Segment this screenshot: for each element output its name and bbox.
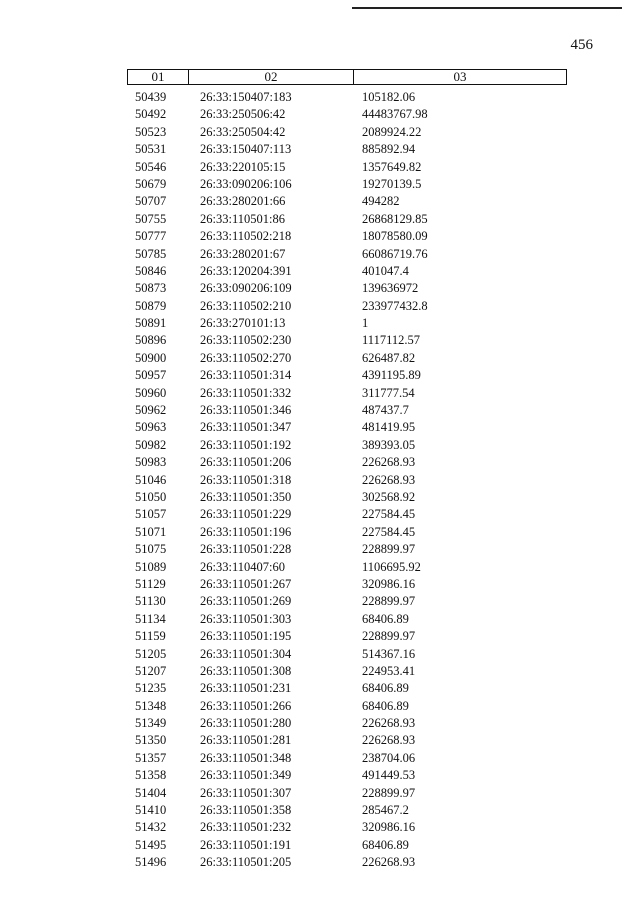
table-cell-col-01: 51159 (135, 629, 166, 644)
table-cell-col-03: 285467.2 (362, 803, 409, 818)
table-cell-col-01: 50982 (135, 437, 167, 452)
table-cell-col-02: 26:33:110501:350 (200, 489, 292, 504)
table-cell-col-01: 51130 (135, 594, 166, 609)
table-row (127, 646, 567, 663)
table-row (127, 593, 567, 610)
table-cell-col-02: 26:33:110501:205 (200, 855, 292, 870)
table-cell-col-02: 26:33:150407:113 (200, 142, 292, 157)
table-cell-col-02: 26:33:110407:60 (200, 559, 285, 574)
table-row (127, 454, 567, 471)
table-row (127, 367, 567, 384)
table-cell-col-01: 50960 (135, 385, 167, 400)
table-cell-col-02: 26:33:110501:231 (200, 681, 292, 696)
table-cell-col-03: 228899.97 (362, 629, 416, 644)
table-cell-col-01: 51057 (135, 507, 167, 522)
table-cell-col-01: 50873 (135, 281, 167, 296)
table-cell-col-01: 51349 (135, 716, 167, 731)
table-row (127, 698, 567, 715)
table-cell-col-03: 68406.89 (362, 837, 409, 852)
table-cell-col-01: 50531 (135, 142, 167, 157)
table-row (127, 193, 567, 210)
table-cell-col-03: 68406.89 (362, 681, 409, 696)
table-cell-col-01: 50957 (135, 368, 167, 383)
table-cell-col-01: 50679 (135, 176, 167, 191)
table-row (127, 141, 567, 158)
table-row (127, 680, 567, 697)
table-cell-col-01: 51410 (135, 803, 167, 818)
table-cell-col-03: 227584.45 (362, 524, 416, 539)
table-row (127, 767, 567, 784)
table-row (127, 89, 567, 106)
table-cell-col-02: 26:33:110501:196 (200, 524, 292, 539)
table-cell-col-01: 51046 (135, 472, 167, 487)
table-row (127, 837, 567, 854)
table-cell-col-01: 50891 (135, 316, 167, 331)
table-cell-col-01: 51350 (135, 733, 167, 748)
table-cell-col-03: 2089924.22 (362, 124, 422, 139)
table-row (127, 472, 567, 489)
table-cell-col-01: 50777 (135, 229, 167, 244)
table-row (127, 802, 567, 819)
table-cell-col-02: 26:33:090206:109 (200, 281, 292, 296)
table-cell-col-02: 26:33:280201:67 (200, 246, 286, 261)
table-cell-col-03: 19270139.5 (362, 176, 422, 191)
table-cell-col-01: 50963 (135, 420, 167, 435)
table-cell-col-01: 50962 (135, 403, 167, 418)
table-row (127, 506, 567, 523)
table-cell-col-02: 26:33:110501:266 (200, 698, 292, 713)
table-cell-col-02: 26:33:110501:232 (200, 820, 292, 835)
table-cell-col-02: 26:33:110501:228 (200, 542, 292, 557)
table-cell-col-02: 26:33:110501:332 (200, 385, 292, 400)
table-row (127, 524, 567, 541)
table-cell-col-02: 26:33:220105:15 (200, 159, 286, 174)
table-cell-col-02: 26:33:110501:280 (200, 716, 292, 731)
table-row (127, 332, 567, 349)
table-cell-col-01: 50755 (135, 211, 167, 226)
table-cell-col-01: 51235 (135, 681, 167, 696)
page-number: 456 (570, 37, 593, 53)
table-cell-col-03: 885892.94 (362, 142, 416, 157)
table-cell-col-03: 105182.06 (362, 90, 416, 104)
table-cell-col-01: 51496 (135, 855, 167, 870)
table-cell-col-03: 481419.95 (362, 420, 416, 435)
table-header (127, 69, 567, 85)
table-cell-col-03: 26868129.85 (362, 211, 428, 226)
table-cell-col-02: 26:33:110501:269 (200, 594, 292, 609)
table-body (127, 89, 567, 872)
table-row (127, 280, 567, 297)
table-cell-col-01: 51089 (135, 559, 167, 574)
table-cell-col-03: 4391195.89 (362, 368, 421, 383)
table-cell-col-03: 228899.97 (362, 785, 416, 800)
table-cell-col-02: 26:33:110502:230 (200, 333, 292, 348)
table-row (127, 159, 567, 176)
table-cell-col-02: 26:33:280201:66 (200, 194, 286, 209)
table-row (127, 246, 567, 263)
table-cell-col-03: 1357649.82 (362, 159, 422, 174)
table-row (127, 437, 567, 454)
table-cell-col-01: 50846 (135, 263, 167, 278)
table-row (127, 211, 567, 228)
table-cell-col-03: 1117112.57 (362, 333, 420, 348)
table-cell-col-01: 50546 (135, 159, 167, 174)
table-cell-col-01: 50785 (135, 246, 167, 261)
table-cell-col-02: 26:33:110501:206 (200, 455, 292, 470)
table-cell-col-01: 50707 (135, 194, 167, 209)
table-cell-col-01: 51129 (135, 576, 166, 591)
table-cell-col-02: 26:33:110501:191 (200, 837, 292, 852)
table-cell-col-02: 26:33:270101:13 (200, 316, 286, 331)
table-cell-col-03: 320986.16 (362, 576, 416, 591)
header-col-03: 03 (453, 69, 467, 84)
table-row (127, 298, 567, 315)
table-cell-col-02: 26:33:110501:358 (200, 803, 292, 818)
table-row (127, 576, 567, 593)
table-cell-col-03: 401047.4 (362, 263, 409, 278)
table-row (127, 750, 567, 767)
table-cell-col-03: 18078580.09 (362, 229, 428, 244)
top-rule (352, 7, 622, 9)
table-cell-col-03: 626487.82 (362, 350, 416, 365)
table-row (127, 819, 567, 836)
table-cell-col-02: 26:33:250504:42 (200, 124, 286, 139)
table-cell-col-01: 51075 (135, 542, 167, 557)
table-row (127, 559, 567, 576)
table-row (127, 663, 567, 680)
table-cell-col-02: 26:33:090206:106 (200, 176, 292, 191)
table-row (127, 106, 567, 123)
table-cell-col-03: 302568.92 (362, 489, 416, 504)
table-cell-col-01: 51071 (135, 524, 167, 539)
table-cell-col-02: 26:33:150407:183 (200, 90, 292, 104)
table-row (127, 402, 567, 419)
table-cell-col-01: 51404 (135, 785, 167, 800)
table-row (127, 732, 567, 749)
table-row (127, 124, 567, 141)
table-cell-col-03: 311777.54 (362, 385, 415, 400)
table-cell-col-02: 26:33:110501:347 (200, 420, 292, 435)
table-cell-col-03: 228899.97 (362, 594, 416, 609)
table-cell-col-03: 238704.06 (362, 750, 416, 765)
table-cell-col-02: 26:33:110501:229 (200, 507, 292, 522)
table-cell-col-02: 26:33:110501:86 (200, 211, 285, 226)
table-cell-col-01: 51205 (135, 646, 167, 661)
table-cell-col-02: 26:33:250506:42 (200, 107, 286, 122)
table-row (127, 263, 567, 280)
table-cell-col-01: 51207 (135, 663, 167, 678)
table-row (127, 228, 567, 245)
table-cell-col-03: 226268.93 (362, 716, 416, 731)
table-cell-col-01: 50523 (135, 124, 167, 139)
table-cell-col-01: 51358 (135, 768, 167, 783)
table-cell-col-01: 50896 (135, 333, 167, 348)
table-cell-col-01: 51357 (135, 750, 167, 765)
table-cell-col-02: 26:33:110502:270 (200, 350, 292, 365)
table-cell-col-03: 68406.89 (362, 698, 409, 713)
table-cell-col-01: 50900 (135, 350, 167, 365)
table-cell-col-02: 26:33:110502:210 (200, 298, 292, 313)
table-cell-col-02: 26:33:110501:192 (200, 437, 292, 452)
table-cell-col-01: 50983 (135, 455, 167, 470)
table-cell-col-03: 494282 (362, 194, 400, 209)
table-cell-col-01: 51495 (135, 837, 167, 852)
table-row (127, 489, 567, 506)
table-cell-col-03: 514367.16 (362, 646, 416, 661)
table-cell-col-03: 226268.93 (362, 855, 416, 870)
table-cell-col-02: 26:33:110501:318 (200, 472, 292, 487)
table-cell-col-03: 226268.93 (362, 733, 416, 748)
table-cell-col-03: 68406.89 (362, 611, 409, 626)
table-cell-col-03: 227584.45 (362, 507, 416, 522)
table-cell-col-01: 51134 (135, 611, 166, 626)
table-cell-col-02: 26:33:120204:391 (200, 263, 292, 278)
table-cell-col-02: 26:33:110502:218 (200, 229, 292, 244)
table-cell-col-02: 26:33:110501:267 (200, 576, 292, 591)
table-cell-col-02: 26:33:110501:281 (200, 733, 292, 748)
table-cell-col-03: 226268.93 (362, 472, 416, 487)
table-row (127, 315, 567, 332)
table-cell-col-03: 389393.05 (362, 437, 416, 452)
table-row (127, 628, 567, 645)
table-cell-col-02: 26:33:110501:314 (200, 368, 292, 383)
table-cell-col-01: 51432 (135, 820, 167, 835)
table-cell-col-01: 51348 (135, 698, 167, 713)
table-cell-col-02: 26:33:110501:346 (200, 403, 292, 418)
table-row (127, 785, 567, 802)
table-row (127, 541, 567, 558)
table-cell-col-03: 66086719.76 (362, 246, 428, 261)
table-cell-col-03: 1106695.92 (362, 559, 421, 574)
table-row (127, 611, 567, 628)
table-row (127, 419, 567, 436)
table-cell-col-03: 1 (362, 316, 369, 331)
table-row (127, 385, 567, 402)
table-cell-col-03: 44483767.98 (362, 107, 428, 122)
table-cell-col-03: 226268.93 (362, 455, 416, 470)
table-cell-col-03: 487437.7 (362, 403, 409, 418)
table-cell-col-02: 26:33:110501:303 (200, 611, 292, 626)
table-row (127, 854, 567, 871)
table-cell-col-01: 50492 (135, 107, 167, 122)
table-cell-col-02: 26:33:110501:308 (200, 663, 292, 678)
table-cell-col-03: 228899.97 (362, 542, 416, 557)
table-cell-col-03: 224953.41 (362, 663, 416, 678)
table-cell-col-02: 26:33:110501:307 (200, 785, 292, 800)
table-cell-col-02: 26:33:110501:304 (200, 646, 292, 661)
table-cell-col-03: 491449.53 (362, 768, 416, 783)
table-cell-col-02: 26:33:110501:195 (200, 629, 292, 644)
table-cell-col-03: 320986.16 (362, 820, 416, 835)
table-cell-col-03: 233977432.8 (362, 298, 428, 313)
header-col-02: 02 (189, 70, 354, 84)
table-cell-col-01: 51050 (135, 489, 167, 504)
table-row (127, 715, 567, 732)
table-row (127, 350, 567, 367)
table-cell-col-03: 139636972 (362, 281, 419, 296)
table-cell-col-01: 50439 (135, 90, 167, 104)
header-col-01: 01 (128, 70, 189, 84)
table-row (127, 176, 567, 193)
table-cell-col-02: 26:33:110501:349 (200, 768, 292, 783)
table-cell-col-02: 26:33:110501:348 (200, 750, 292, 765)
table-cell-col-01: 50879 (135, 298, 167, 313)
